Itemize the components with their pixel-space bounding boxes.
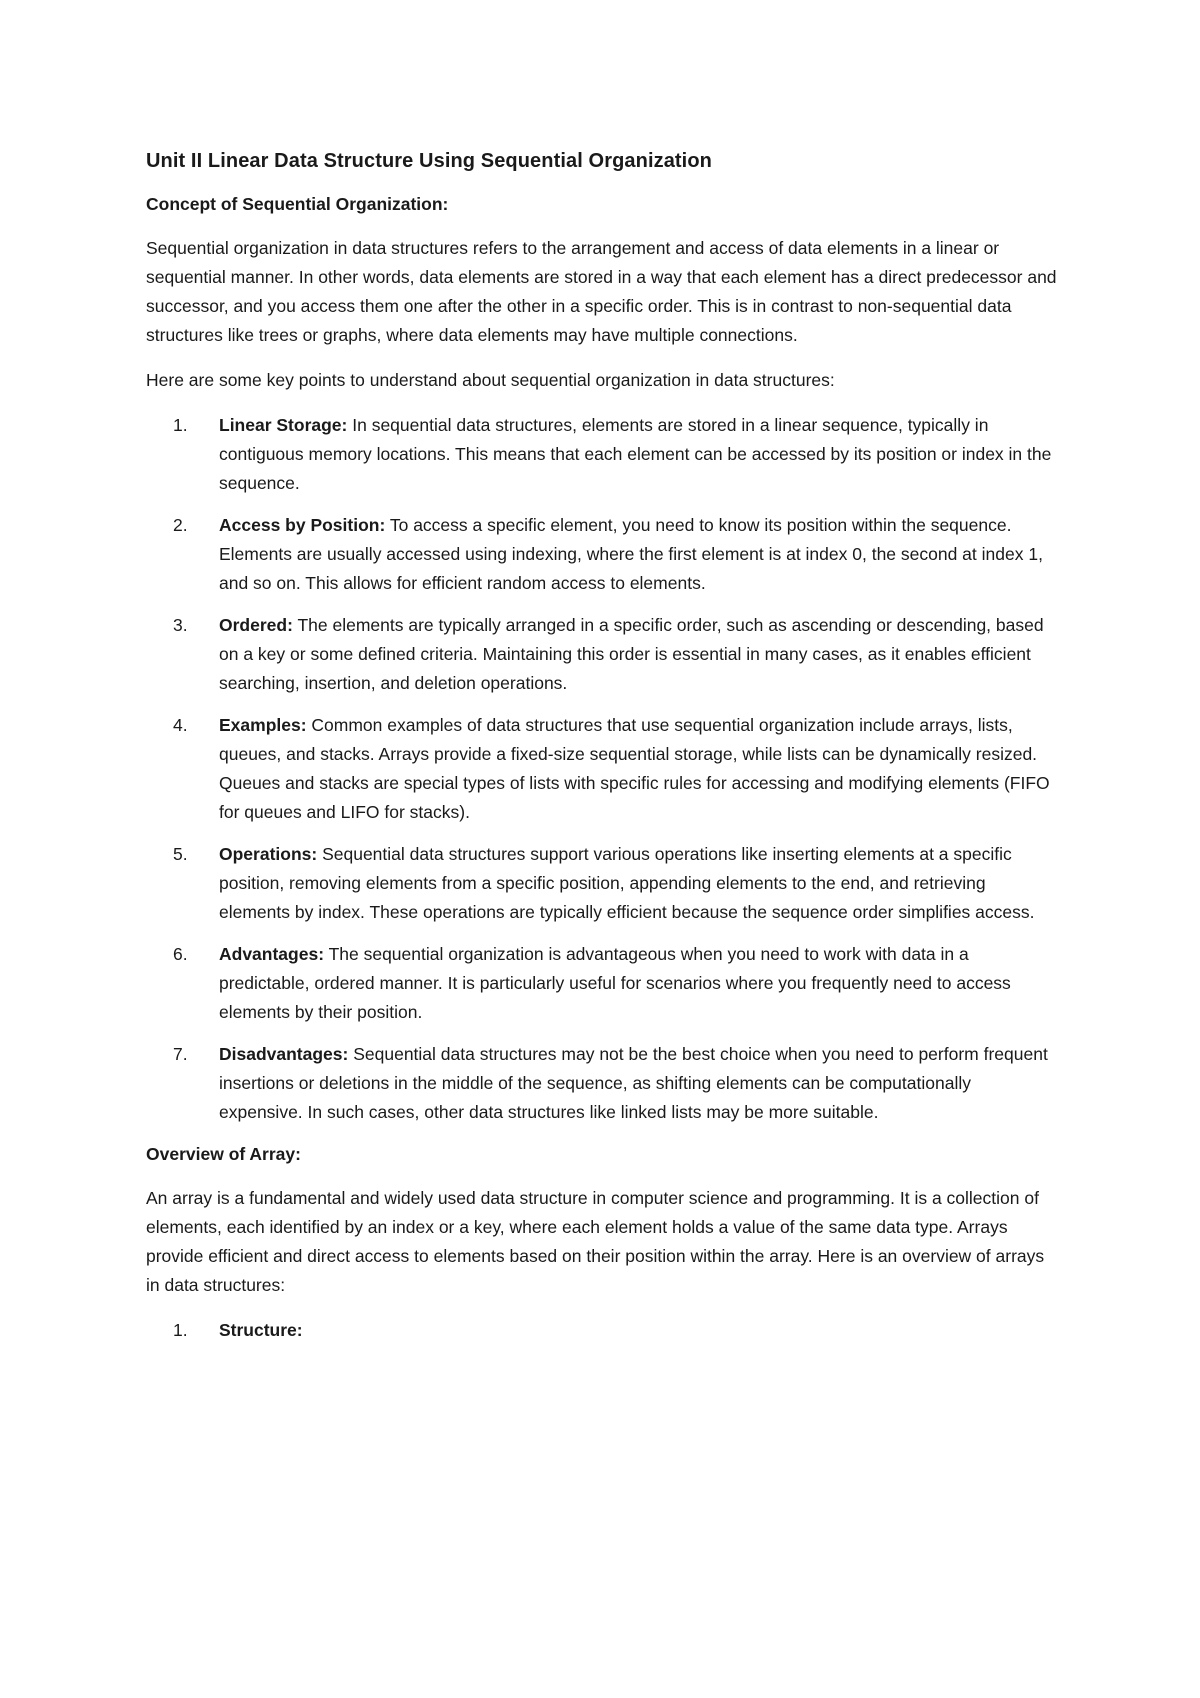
list-item [146,511,1058,598]
list-item-text: The sequential organization is advantageous when you need to work with data in a predictable, ordered manner. It is particularly useful for scenarios where you frequently need to access elements by their position. [219,944,1011,1022]
list-item-label: Linear Storage: [219,415,348,435]
list-item-text: To access a specific element, you need to know its position within the sequence. Elements are usually accessed using indexing, where the first element is at index 0, the second at index 1, and so on. This allows for efficient random access to elements. [219,515,1043,593]
list-item-number: 5. [173,844,188,864]
list-item [146,940,1058,1027]
document-content [146,147,1058,1358]
list-item-text: The elements are typically arranged in a specific order, such as ascending or descending, based on a key or some defined criteria. Maintaining this order is essential in many cases, as it enables efficient searching, insertion, and deletion operations. [219,615,1044,693]
list-item-number: 1. [173,415,188,435]
list-item-number: 2. [173,515,188,535]
array-intro-paragraph: An array is a fundamental and widely used data structure in computer science and programming. It is a collection of elements, each identified by an index or a key, where each element holds a value of the same data type. Arrays provide efficient and direct access to elements based on their position within the array. Here is an overview of arrays in data structures: [146,1188,1045,1295]
list-item-label: Structure: [219,1320,303,1340]
list-item-number: 3. [173,615,188,635]
list-item [146,611,1058,698]
array-overview-list [146,1316,1058,1345]
list-item [146,411,1058,498]
list-item [146,711,1058,827]
list-item [146,1040,1058,1127]
section-heading-sequential-organization: Concept of Sequential Organization: [146,194,449,214]
key-points-list [146,411,1058,1127]
section-intro-paragraph: Sequential organization in data structures refers to the arrangement and access of data elements in a linear or sequential manner. In other words, data elements are stored in a way that each element has a direct predecessor and successor, and you access them one after the other in a specific order. This is in contrast to non-sequential data structures like trees or graphs, where data elements may have multiple connections. [146,238,1057,345]
list-item-text: Common examples of data structures that use sequential organization include arrays, lists, queues, and stacks. Arrays provide a fixed-size sequential storage, while lists can be dynamically resized. Queues and stacks are special types of lists with specific rules for accessing and modifying elements (FIFO for queues and LIFO for stacks). [219,715,1050,822]
list-item-number: 4. [173,715,188,735]
list-item-text: Sequential data structures may not be the best choice when you need to perform frequent insertions or deletions in the middle of the sequence, as shifting elements can be computationally expensive. In such cases, other data structures like linked lists may be more suitable. [219,1044,1048,1122]
section-heading-overview-of-array: Overview of Array: [146,1144,301,1164]
list-item-text: In sequential data structures, elements are stored in a linear sequence, typically in contiguous memory locations. This means that each element can be accessed by its position or index in the sequence. [219,415,1052,493]
list-item-number: 1. [173,1320,188,1340]
list-item-label: Ordered: [219,615,293,635]
list-item [146,840,1058,927]
list-item-label: Access by Position: [219,515,386,535]
list-item-label: Disadvantages: [219,1044,349,1064]
list-item-label: Examples: [219,715,307,735]
list-item-label: Operations: [219,844,318,864]
document-title: Unit II Linear Data Structure Using Sequential Organization [146,150,712,172]
list-item-text: Sequential data structures support various operations like inserting elements at a specific position, removing elements from a specific position, appending elements to the end, and retrieving elements by index. These operations are typically efficient because the sequence order simplifies access. [219,844,1035,922]
list-item-number: 6. [173,944,188,964]
list-item-label: Advantages: [219,944,325,964]
list-item [146,1316,1058,1345]
key-points-lead-paragraph: Here are some key points to understand about sequential organization in data structures: [146,370,835,390]
list-item-number: 7. [173,1044,188,1064]
